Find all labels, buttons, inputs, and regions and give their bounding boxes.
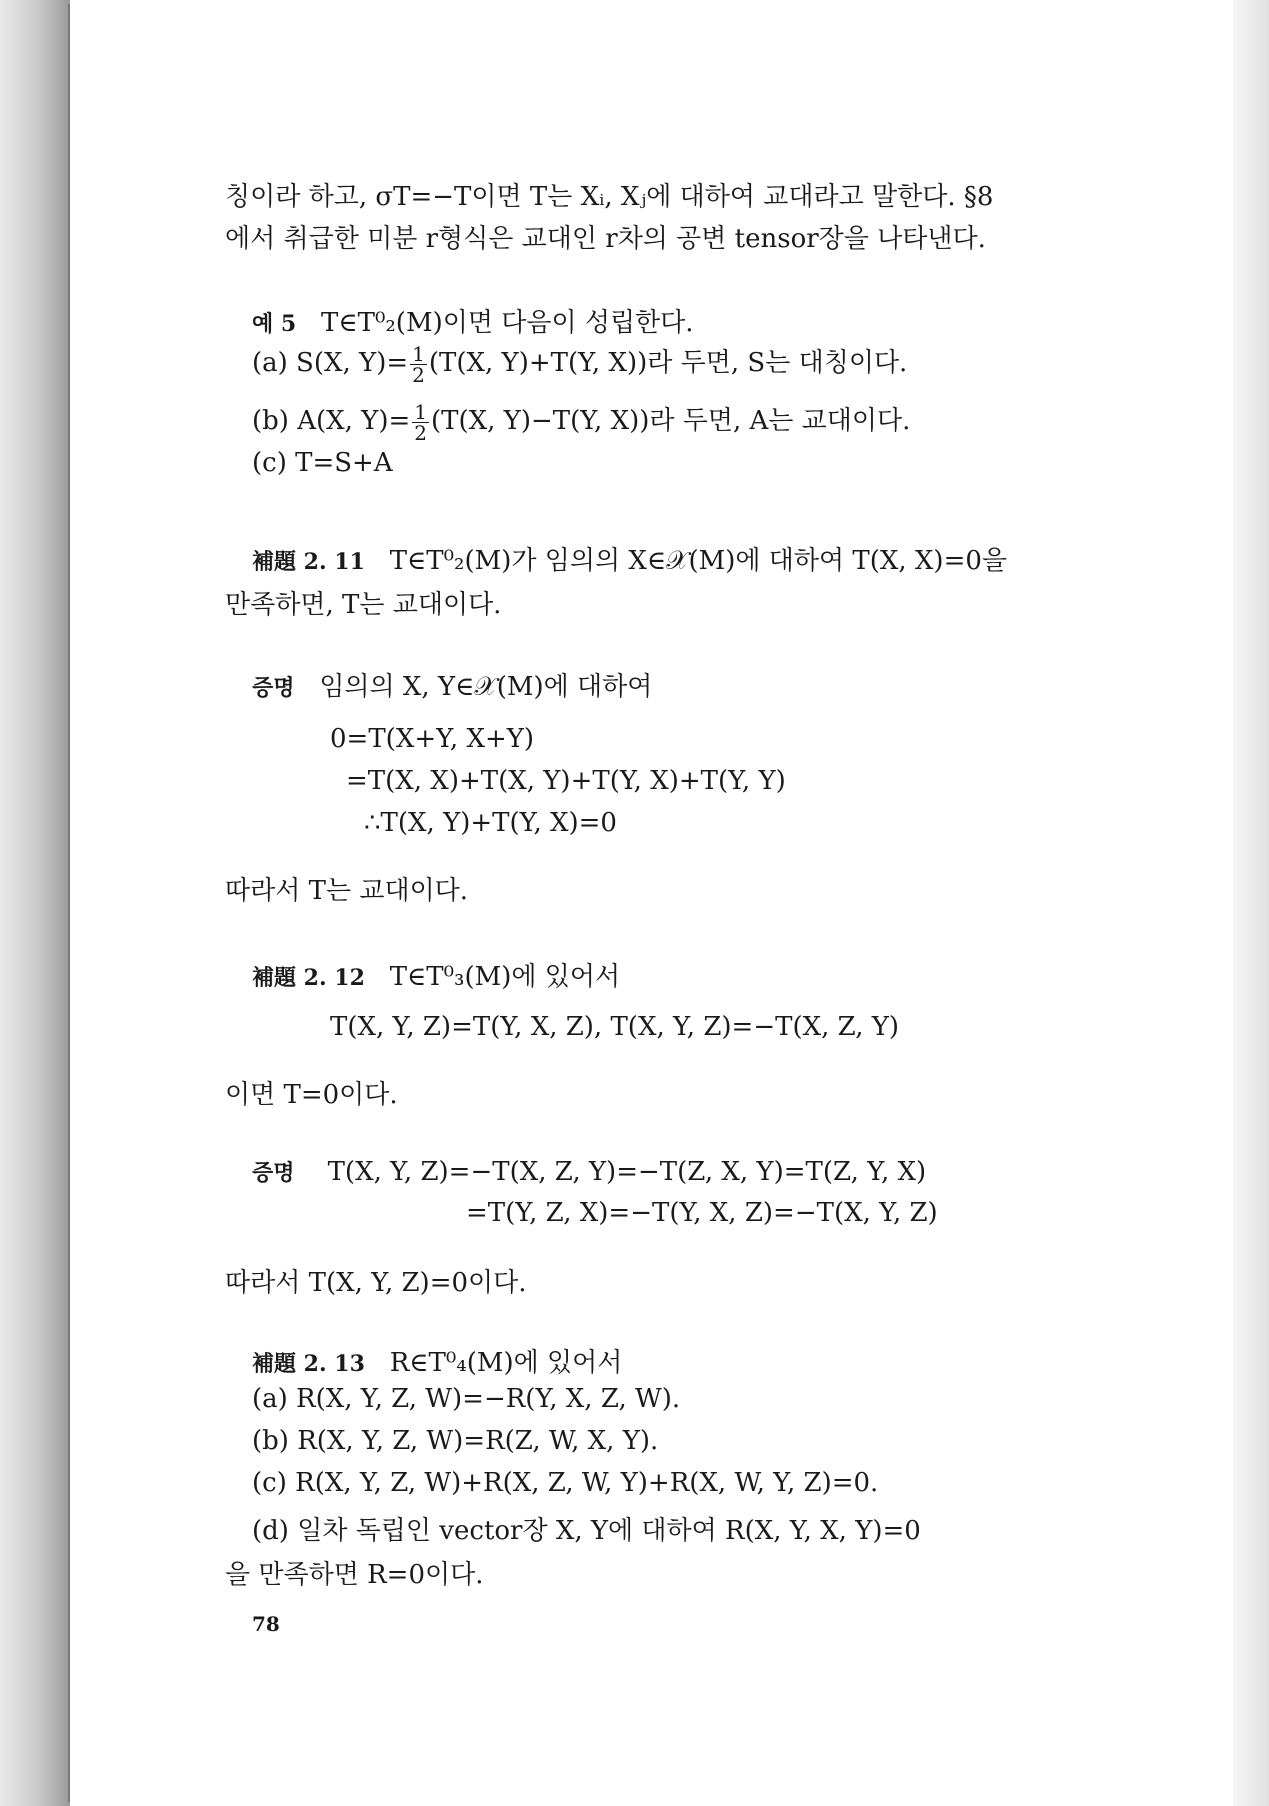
lemma-2-13-item-c: (c) R(X, Y, Z, W)+R(X, Z, W, Y)+R(X, W, Y, Z)=0. <box>252 1468 879 1498</box>
proof-2-12-eq-2: =T(Y, Z, X)=−T(Y, X, Z)=−T(X, Y, Z) <box>466 1198 938 1228</box>
lemma-2-11-line-2: 만족하면, T는 교대이다. <box>225 590 502 620</box>
fraction-numerator: 1 <box>414 399 427 424</box>
lemma-2-12-equation: T(X, Y, Z)=T(Y, X, Z), T(X, Y, Z)=−T(X, Z, Y) <box>330 1012 900 1042</box>
lemma-2-12-label: 補題 2. 12 <box>252 965 365 991</box>
example-5-item-a <box>252 342 907 385</box>
intro-line-1: 칭이라 하고, σT=−T이면 T는 Xᵢ, Xⱼ에 대하여 교대라고 말한다. §8 <box>225 182 994 212</box>
proof-label: 증명 <box>252 675 295 701</box>
example-5-b-suffix: (T(X, Y)−T(Y, X))라 두면, A는 교대이다. <box>430 406 911 436</box>
proof-2-11-eq-3: ∴T(X, Y)+T(Y, X)=0 <box>364 808 617 838</box>
lemma-2-13-item-d-cont: 을 만족하면 R=0이다. <box>225 1560 484 1590</box>
example-5-label: 예 5 <box>252 311 297 337</box>
fraction-one-half <box>412 399 429 445</box>
lemma-2-13-item-b: (b) R(X, Y, Z, W)=R(Z, W, X, Y). <box>252 1426 659 1456</box>
example-5-b-prefix: (b) A(X, Y)= <box>252 406 411 436</box>
lemma-2-11-label: 補題 2. 11 <box>252 549 365 575</box>
page-number: 78 <box>252 1612 280 1636</box>
lemma-2-12-line-2: 이면 T=0이다. <box>225 1080 398 1110</box>
example-5-statement: T∈T⁰₂(M)이면 다음이 성립한다. <box>321 308 694 338</box>
lemma-2-13-text: R∈T⁰₄(M)에 있어서 <box>389 1348 623 1378</box>
proof-2-11-conclusion: 따라서 T는 교대이다. <box>225 876 469 906</box>
lemma-2-12-text: T∈T⁰₃(M)에 있어서 <box>389 962 621 992</box>
lemma-2-13-item-a: (a) R(X, Y, Z, W)=−R(Y, X, Z, W). <box>252 1384 681 1414</box>
proof-2-11-intro <box>252 666 652 703</box>
intro-line-2: 에서 취급한 미분 r형식은 교대인 r차의 공변 tensor장을 나타낸다. <box>225 224 986 254</box>
proof-label: 증명 <box>252 1160 295 1186</box>
page-right-edge <box>1233 0 1269 1806</box>
fraction-one-half <box>410 341 427 387</box>
lemma-2-12-line-1 <box>252 956 620 993</box>
proof-2-12-eq-1-line <box>252 1156 926 1187</box>
fraction-numerator: 1 <box>412 341 425 366</box>
lemma-2-11-line-1 <box>252 540 1007 577</box>
lemma-2-11-text: T∈T⁰₂(M)가 임의의 X∈𝒳(M)에 대하여 T(X, X)=0을 <box>389 546 1008 576</box>
example-5-a-suffix: (T(X, Y)+T(Y, X))라 두면, S는 대칭이다. <box>428 348 908 378</box>
page-binding-shadow <box>0 0 70 1806</box>
proof-2-12-eq-1: T(X, Y, Z)=−T(X, Z, Y)=−T(Z, X, Y)=T(Z, Y, X) <box>327 1157 927 1187</box>
fraction-denominator: 2 <box>414 420 427 445</box>
fraction-denominator: 2 <box>412 362 425 387</box>
proof-2-11-intro-text: 임의의 X, Y∈𝒳(M)에 대하여 <box>319 672 653 702</box>
example-5-item-b <box>252 400 910 443</box>
example-5-item-c: (c) T=S+A <box>252 448 393 478</box>
lemma-2-13-label: 補題 2. 13 <box>252 1351 365 1377</box>
proof-2-12-conclusion: 따라서 T(X, Y, Z)=0이다. <box>225 1268 527 1298</box>
example-5-heading <box>252 302 694 339</box>
proof-2-11-eq-1: 0=T(X+Y, X+Y) <box>330 724 535 754</box>
lemma-2-13-item-d: (d) 일차 독립인 vector장 X, Y에 대하여 R(X, Y, X, Y)=0 <box>252 1516 921 1546</box>
example-5-a-prefix: (a) S(X, Y)= <box>252 348 409 378</box>
lemma-2-13-line-1 <box>252 1342 622 1379</box>
proof-2-11-eq-2: =T(X, X)+T(X, Y)+T(Y, X)+T(Y, Y) <box>346 766 786 796</box>
